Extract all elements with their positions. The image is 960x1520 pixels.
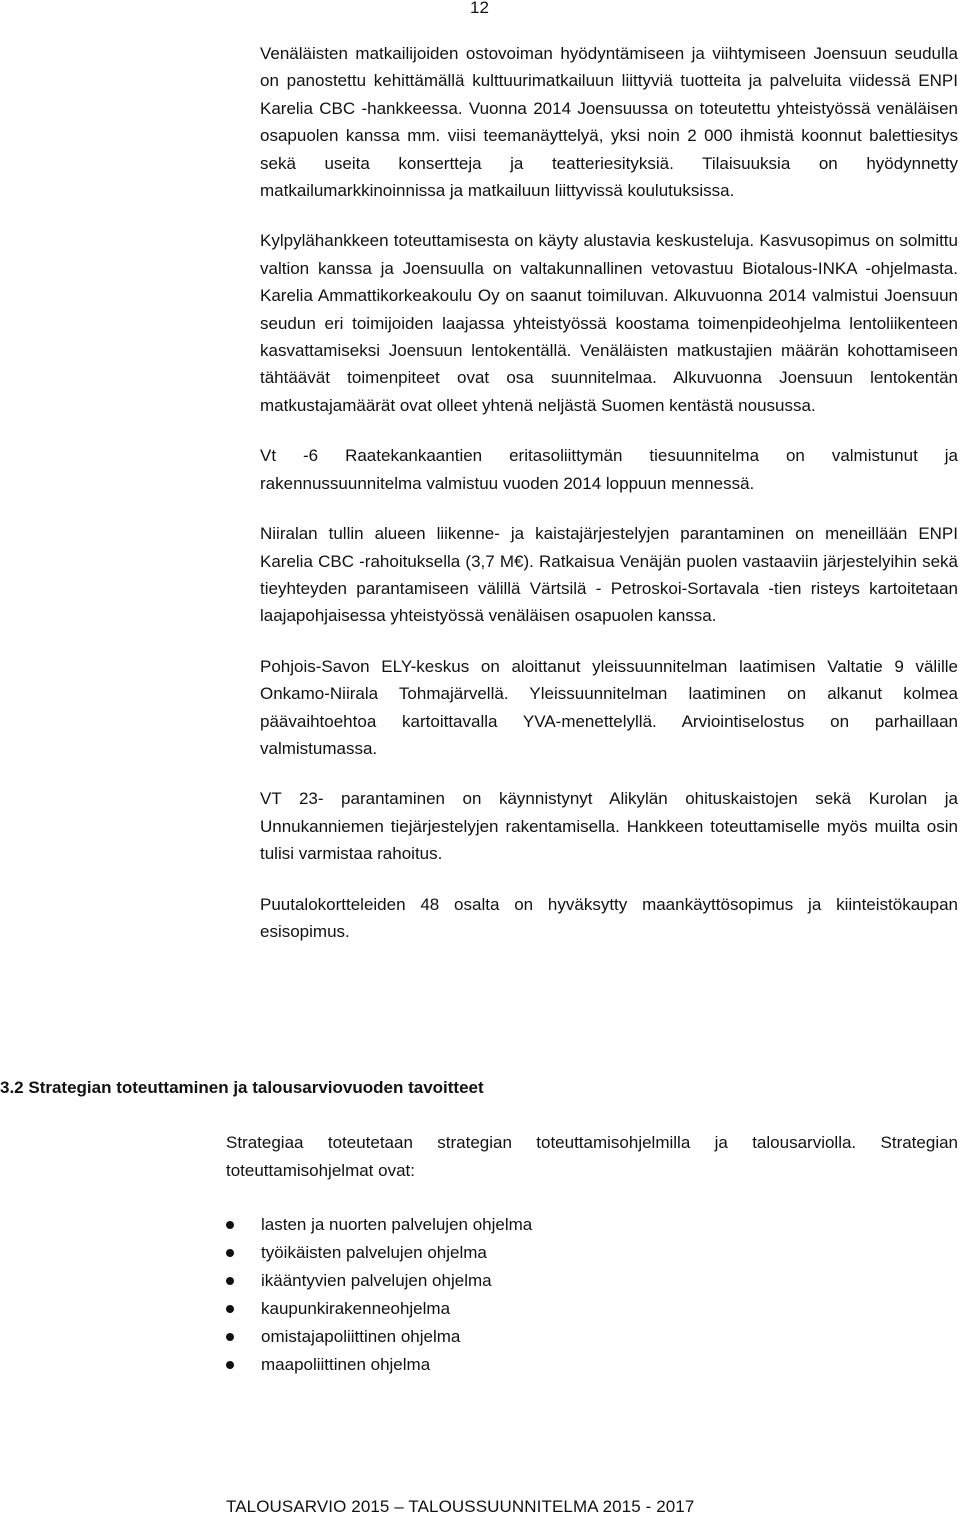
paragraph-spa-project: Kylpylähankkeen toteuttamisesta on käyty alustavia keskusteluja. Kasvusopimus on solmittu valtion kanssa ja Joensuulla on valtakunnallinen vetovastuu Biotalous-INKA -ohjelmasta. Karelia Ammattikorkeakoulu Oy on saanut toimiluvan. Alkuvuonna 2014 valmistui Joensuun seudun eri toimijoiden laajassa yhteistyössä koostama toimenpideohjelma lentoliikenteen kasvattamiseksi Joensuun lentokentällä. Venäläisten matkustajien määrän kohottamiseen tähtäävät toimenpiteet ovat osa suunnitelmaa. Alkuvuonna Joensuun lentokentän matkustajamäärät ovat olleet yhtenä neljästä Suomen kentästä nousussa. xyxy=(260,231,958,415)
list-item-label: kaupunkirakenneohjelma xyxy=(261,1298,451,1318)
section-intro: Strategiaa toteutetaan strategian toteuttamisohjelmilla ja talousarviolla. Strategian toteuttamisohjelmat ovat: xyxy=(226,1133,958,1180)
list-item xyxy=(226,1239,958,1267)
list-item-label: omistajapoliittinen ohjelma xyxy=(261,1326,461,1346)
paragraph-wooden-houses: Puutalokortteleiden 48 osalta on hyväksytty maankäyttösopimus ja kiinteistökaupan esisopimus. xyxy=(260,894,958,941)
list-item xyxy=(226,1351,958,1379)
program-list xyxy=(226,1211,958,1378)
page-footer: TALOUSARVIO 2015 – TALOUSSUUNNITELMA 2015 - 2017 xyxy=(226,1497,695,1516)
bullet-icon xyxy=(226,1305,234,1313)
bullet-icon xyxy=(226,1333,234,1341)
bullet-icon xyxy=(226,1221,234,1229)
bullet-icon xyxy=(226,1277,234,1285)
bullet-icon xyxy=(226,1249,234,1257)
list-item-label: maapoliittinen ohjelma xyxy=(261,1354,431,1374)
list-item xyxy=(226,1323,958,1351)
list-item xyxy=(226,1267,958,1295)
paragraph-tourism: Venäläisten matkailijoiden ostovoiman hyödyntämiseen ja viihtymiseen Joensuun seudulla on panostettu kehittämällä kulttuurimatkailuun liittyviä tuotteita ja palveluita viidessä ENPI Karelia CBC -hankkeessa. Vuonna 2014 Joensuussa on toteutettu yhteistyössä venäläisen osapuolen kanssa mm. viisi teemanäyttelyä, yksi noin 2 000 ihmistä koonnut balettiesitys sekä useita konsertteja ja teatteriesityksiä. Tilaisuuksia on hyödynnetty matkailumarkkinoinnissa ja matkailuun liittyvissä koulutuksissa. xyxy=(260,44,958,201)
section-heading: 3.2 Strategian toteuttaminen ja talousarviovuoden tavoitteet xyxy=(0,1078,484,1097)
paragraph-vt23: VT 23- parantaminen on käynnistynyt Alikylän ohituskaistojen sekä Kurolan ja Unnukanniemen tiejärjestelyjen rakentamisella. Hankkeen toteuttamiselle myös muilta osin tulisi varmistaa rahoitus. xyxy=(260,789,958,864)
section-body xyxy=(226,1129,958,1378)
list-item-label: ikääntyvien palvelujen ohjelma xyxy=(261,1270,492,1290)
paragraph-vt6: Vt -6 Raatekankaantien eritasoliittymän tiesuunnitelma on valmistunut ja rakennussuunnitelma valmistuu vuoden 2014 loppuun mennessä. xyxy=(260,446,958,493)
paragraph-ely-centre: Pohjois-Savon ELY-keskus on aloittanut yleissuunnitelman laatimisen Valtatie 9 välille Onkamo-Niirala Tohmajärvellä. Yleissuunnitelman laatiminen on alkanut kolmea päävaihtoehtoa kartoittavalla YVA-menettelyllä. Arviointiselostus on parhaillaan valmistumassa. xyxy=(260,656,958,758)
list-item-label: työikäisten palvelujen ohjelma xyxy=(261,1242,487,1262)
body-text xyxy=(260,40,958,945)
page-number: 12 xyxy=(470,0,489,17)
list-item-label: lasten ja nuorten palvelujen ohjelma xyxy=(261,1215,533,1234)
list-item xyxy=(226,1211,958,1239)
list-item xyxy=(226,1295,958,1323)
paragraph-niirala-customs: Niiralan tullin alueen liikenne- ja kaistajärjestelyjen parantaminen on meneillään ENPI Karelia CBC -rahoituksella (3,7 M€). Ratkaisua Venäjän puolen vastaaviin järjestelyihin sekä tieyhteyden parantamiseen välillä Värtsilä - Petroskoi-Sortavala -tien risteys kartoitetaan laajapohjaisessa yhteistyössä venäläisen osapuolen kanssa. xyxy=(260,524,958,626)
bullet-icon xyxy=(226,1361,234,1369)
